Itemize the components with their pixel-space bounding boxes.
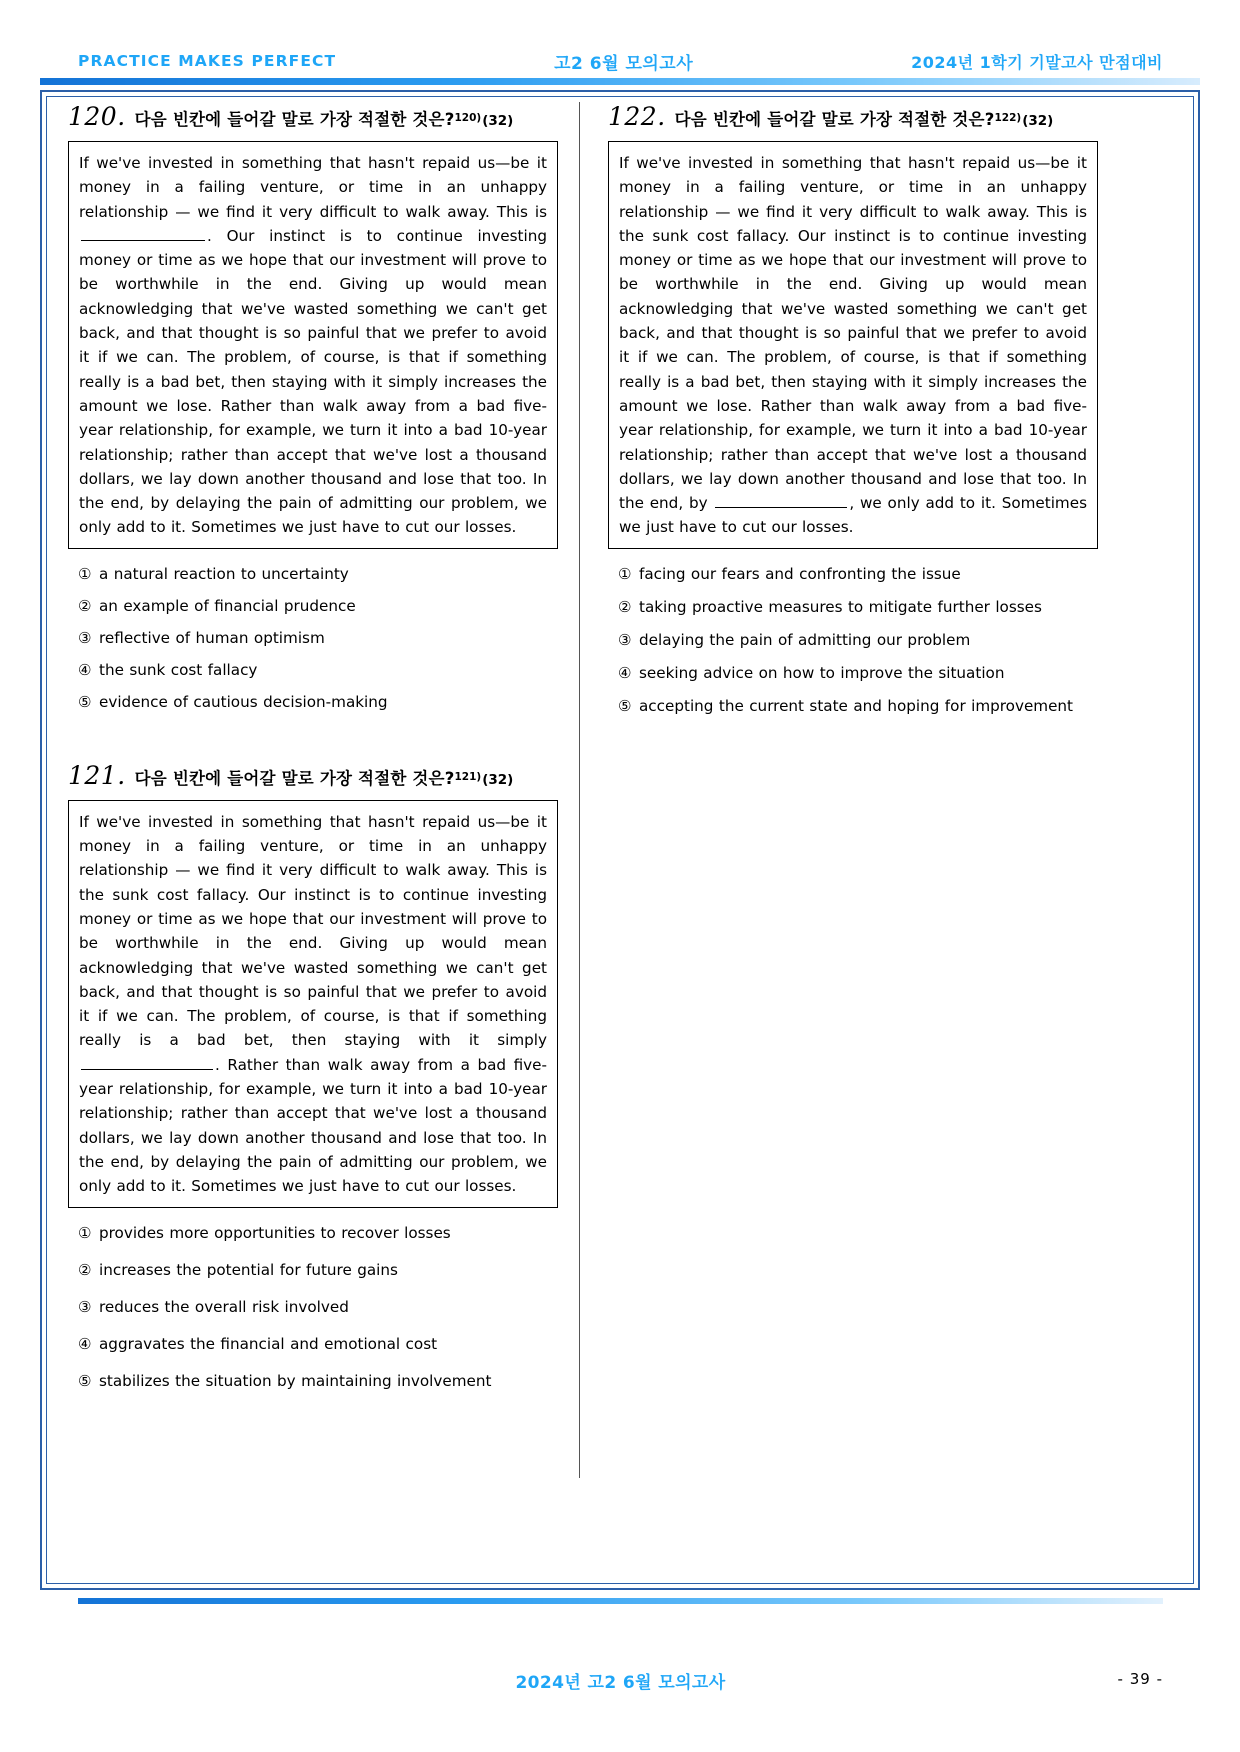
question-122-source: (32) [1022, 113, 1054, 129]
choice-option[interactable] [78, 1222, 558, 1244]
question-120-title: 다음 빈칸에 들어갈 말로 가장 적절한 것은? [134, 110, 455, 129]
question-121-title: 다음 빈칸에 들어갈 말로 가장 적절한 것은? [134, 768, 455, 788]
choice-label: a natural reaction to uncertainty [99, 564, 349, 583]
page-number: - 39 - [1117, 1670, 1163, 1688]
choice-option[interactable] [78, 595, 558, 617]
choice-marker: ⑤ [78, 1371, 92, 1390]
question-120-choices [68, 563, 558, 713]
choice-label: reflective of human optimism [99, 628, 325, 647]
question-120-heading [68, 102, 558, 131]
column-divider [579, 102, 580, 1478]
choice-marker: ⑤ [618, 696, 632, 715]
header-center-title: 고2 6월 모의고사 [554, 53, 694, 74]
question-120 [68, 102, 558, 713]
question-121-choices [68, 1222, 558, 1392]
choice-label: increases the potential for future gains [99, 1260, 398, 1279]
page-footer [78, 1668, 1163, 1693]
question-122-passage-part2: , we only add to it. Sometimes we just have to cut our losses. [619, 494, 1087, 537]
question-122-blank [715, 492, 847, 508]
choice-marker: ④ [78, 1334, 92, 1353]
question-120-superscript: 120) [454, 112, 482, 124]
question-121-passage-part1: If we've invested in something that hasn't repaid us—be it money in a failing venture, or time in an unhappy relationship — we find it very difficult to walk away. This is the sunk cost fallacy. Our instinct is to continue investing money or time as we hope that our investment will prove to be worthwhile in the end. Giving up would mean acknowledging that we've wasted something we can't get back, and that thought is so painful that we prefer to avoid it if we can. The problem, of course, is that if something really is a bad bet, then staying with it simply [79, 812, 547, 1050]
choice-label: aggravates the financial and emotional cost [99, 1334, 438, 1353]
choice-label: facing our fears and confronting the issue [639, 564, 961, 583]
choice-marker: ④ [618, 663, 632, 682]
question-121-source: (32) [482, 771, 514, 788]
choice-option[interactable] [618, 695, 1098, 717]
choice-option[interactable] [78, 1296, 558, 1318]
choice-option[interactable] [78, 563, 558, 585]
footer-title: 2024년 고2 6월 모의고사 [515, 1673, 726, 1693]
choice-label: delaying the pain of admitting our problem [639, 630, 971, 649]
choice-option[interactable] [618, 629, 1098, 651]
question-120-passage-part2: . Our instinct is to continue investing money or time as we hope that our investment will prove to be worthwhile in the end. Giving up would mean acknowledging that we've wasted something we can't get back, and that thought is so painful that we prefer to avoid it if we can. The problem, of course, is that if something really is a bad bet, then staying with it simply increases the amount we lose. Rather than walk away from a bad five-year relationship, for example, we turn it into a bad 10-year relationship; rather than accept that we've lost a thousand dollars, we lay down another thousand and lose that too. In the end, by delaying the pain of admitting our problem, we only add to it. Sometimes we just have to cut our losses. [79, 226, 547, 537]
question-121-heading [68, 761, 558, 790]
question-120-blank [81, 225, 205, 241]
question-121-superscript: 121) [454, 770, 482, 783]
choice-marker: ② [78, 596, 92, 615]
question-121-passage-part2: . Rather than walk away from a bad five-year relationship, for example, we turn it into a bad 10-year relationship; rather than accept that we've lost a thousand dollars, we lay down another thousand and lose that too. In the end, by delaying the pain of admitting our problem, we only add to it. Sometimes we just have to cut our losses. [79, 1055, 547, 1196]
choice-label: seeking advice on how to improve the situation [639, 663, 1005, 682]
choice-option[interactable] [78, 1370, 558, 1392]
choice-marker: ④ [78, 660, 92, 679]
question-122-title: 다음 빈칸에 들어갈 말로 가장 적절한 것은? [674, 110, 995, 129]
question-121-passage [68, 800, 558, 1208]
choice-option[interactable] [78, 1333, 558, 1355]
page-header [78, 46, 1163, 76]
footer-divider-rule [78, 1598, 1163, 1604]
question-122-choices [608, 563, 1098, 717]
choice-marker: ① [618, 564, 632, 583]
choice-marker: ③ [618, 630, 632, 649]
question-122-passage [608, 141, 1098, 549]
choice-option[interactable] [618, 596, 1098, 618]
choice-marker: ② [618, 597, 632, 616]
choice-option[interactable] [78, 627, 558, 649]
question-122-number: 122. [608, 102, 666, 131]
choice-marker: ① [78, 564, 92, 583]
choice-label: provides more opportunities to recover losses [99, 1223, 451, 1242]
question-122-superscript: 122) [994, 112, 1022, 124]
choice-label: reduces the overall risk involved [99, 1297, 349, 1316]
question-120-passage-part1: If we've invested in something that hasn't repaid us—be it money in a failing venture, or time in an unhappy relationship — we find it very difficult to walk away. This is [79, 154, 547, 221]
question-121-blank [81, 1054, 213, 1070]
question-120-number: 120. [68, 102, 126, 131]
choice-option[interactable] [78, 691, 558, 713]
choice-marker: ③ [78, 1297, 92, 1316]
header-left-title: PRACTICE MAKES PERFECT [78, 52, 337, 70]
choice-label: accepting the current state and hoping for improvement [639, 696, 1074, 715]
choice-marker: ⑤ [78, 692, 92, 711]
question-120-passage [68, 141, 558, 549]
choice-option[interactable] [78, 1259, 558, 1281]
choice-marker: ② [78, 1260, 92, 1279]
choice-option[interactable] [618, 563, 1098, 585]
right-column [608, 102, 1098, 728]
choice-label: stabilizes the situation by maintaining involvement [99, 1371, 492, 1390]
choice-marker: ① [78, 1223, 92, 1242]
question-spacer [68, 723, 558, 761]
choice-option[interactable] [78, 659, 558, 681]
header-divider-rule [40, 78, 1200, 85]
choice-option[interactable] [618, 662, 1098, 684]
question-122-heading [608, 102, 1098, 131]
question-122-passage-part1: If we've invested in something that hasn't repaid us—be it money in a failing venture, or time in an unhappy relationship — we find it very difficult to walk away. This is the sunk cost fallacy. Our instinct is to continue investing money or time as we hope that our investment will prove to be worthwhile in the end. Giving up would mean acknowledging that we've wasted something we can't get back, and that thought is so painful that we prefer to avoid it if we can. The problem, of course, is that if something really is a bad bet, then staying with it simply increases the amount we lose. Rather than walk away from a bad five-year relationship, for example, we turn it into a bad 10-year relationship; rather than accept that we've lost a thousand dollars, we lay down another thousand and lose that too. In the end, by [619, 154, 1087, 513]
left-column [68, 102, 558, 1407]
choice-label: evidence of cautious decision-making [99, 692, 388, 711]
header-right-title: 2024년 1학기 기말고사 만점대비 [911, 52, 1163, 72]
question-121 [68, 761, 558, 1392]
choice-label: an example of financial prudence [99, 596, 356, 615]
choice-label: taking proactive measures to mitigate further losses [639, 597, 1042, 616]
question-121-number: 121. [68, 760, 126, 790]
choice-label: the sunk cost fallacy [99, 660, 258, 679]
question-120-source: (32) [482, 113, 514, 129]
question-122 [608, 102, 1098, 717]
choice-marker: ③ [78, 628, 92, 647]
